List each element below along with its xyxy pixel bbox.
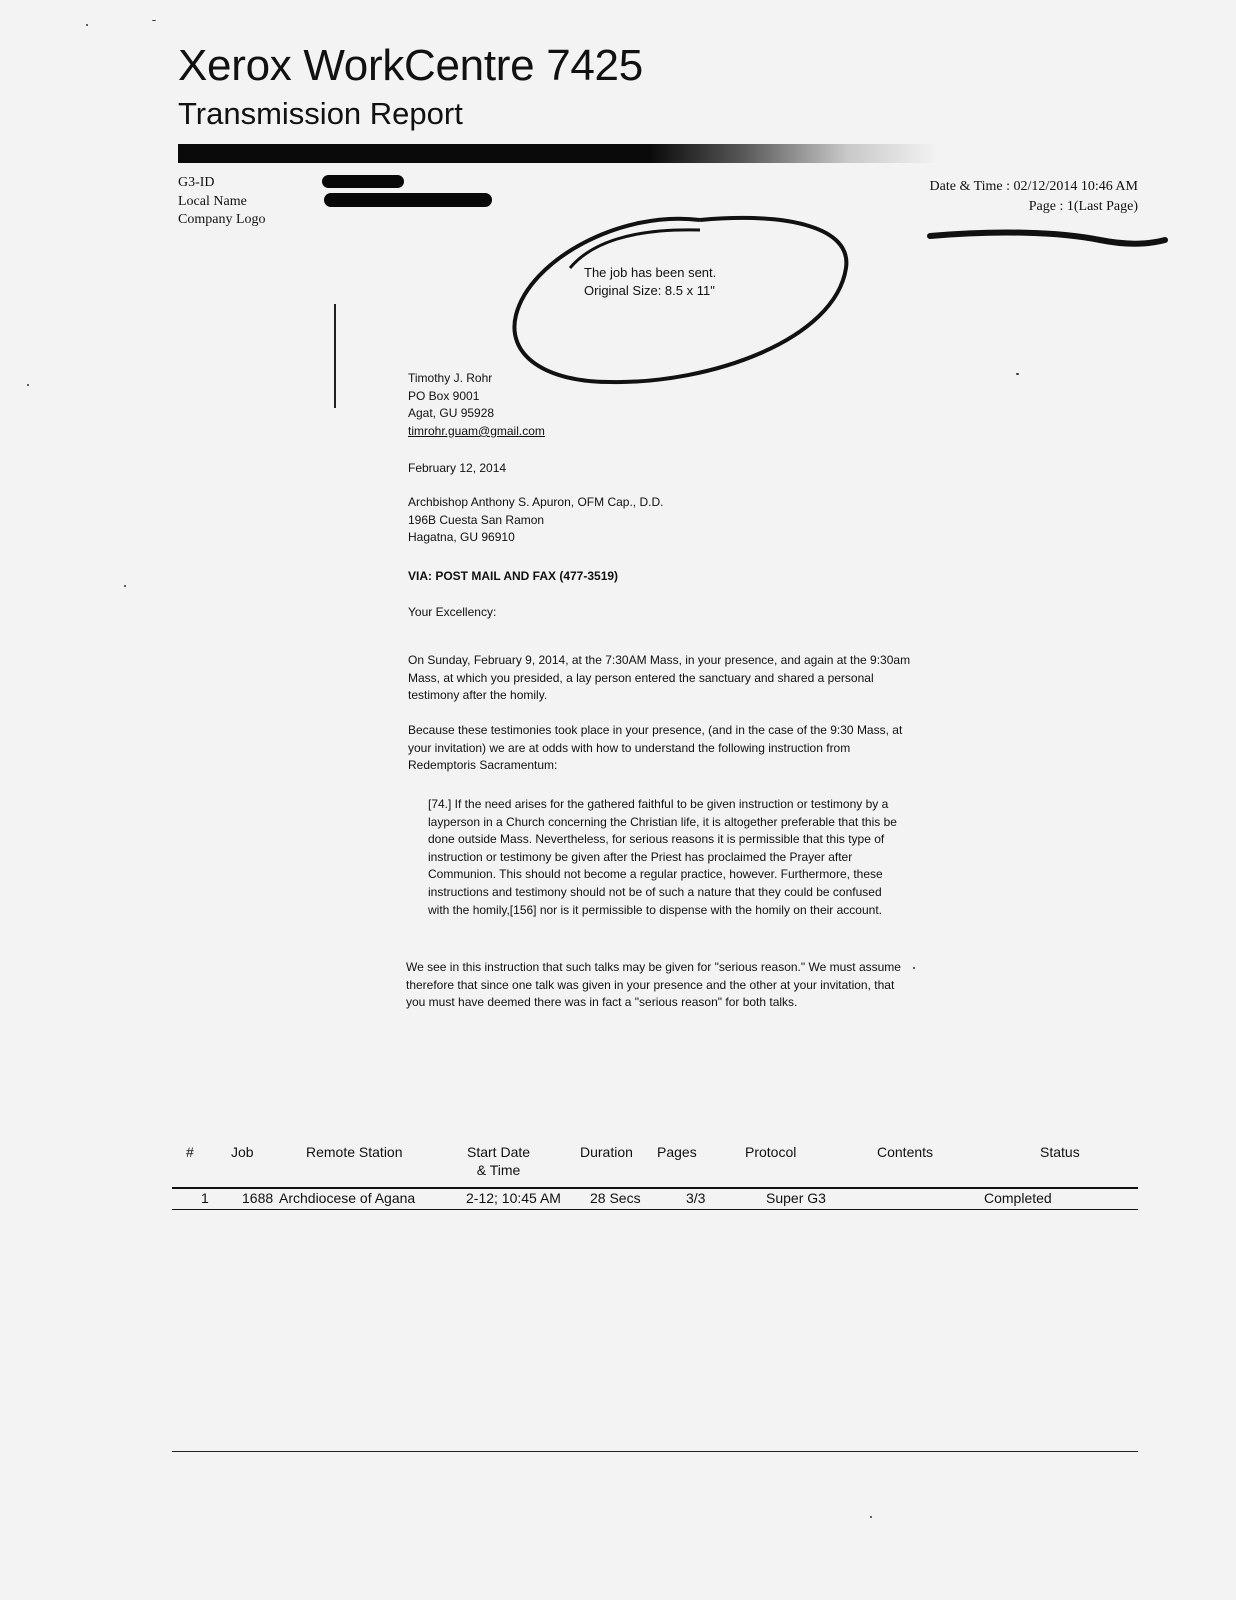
scan-speck (124, 585, 126, 587)
recipient-city: Hagatna, GU 96910 (408, 530, 515, 545)
header-num: # (186, 1144, 194, 1160)
header-pages: Pages (657, 1144, 697, 1160)
header-duration: Duration (580, 1144, 633, 1160)
table-row-rule (172, 1209, 1138, 1210)
date-time: Date & Time : 02/12/2014 10:46 AM (929, 179, 1138, 194)
header-status: Status (1040, 1144, 1080, 1160)
job-sent-line: The job has been sent. (584, 265, 717, 280)
report-title: Transmission Report (178, 96, 463, 131)
recipient-name: Archbishop Anthony S. Apuron, OFM Cap., D.D. (408, 495, 664, 509)
cell-pages: 3/3 (686, 1190, 706, 1206)
cell-remote-station: Archdiocese of Agana (279, 1190, 416, 1206)
scan-line (334, 304, 336, 408)
sender-name: Timothy J. Rohr (408, 371, 493, 385)
header-protocol: Protocol (745, 1144, 797, 1160)
greeting: Your Excellency: (408, 605, 497, 619)
header-job: Job (231, 1144, 254, 1160)
scan-speck (86, 24, 88, 26)
scan-speck (1016, 373, 1019, 375)
label-company-logo: Company Logo (178, 212, 266, 227)
letter-date: February 12, 2014 (408, 461, 507, 475)
cell-job: 1688 (242, 1190, 274, 1206)
transmission-table (172, 1143, 1138, 1213)
device-title: Xerox WorkCentre 7425 (178, 41, 643, 90)
label-local-name: Local Name (178, 193, 247, 209)
header-remote-station: Remote Station (306, 1144, 403, 1160)
circle-stroke-tail (570, 230, 700, 268)
scan-speck (913, 967, 915, 969)
header-start-date-line2: & Time (476, 1162, 521, 1178)
sender-email: timrohr.guam@gmail.com (408, 423, 545, 438)
underline-stroke (930, 233, 1165, 244)
recipient-block (408, 494, 912, 547)
cell-protocol: Super G3 (766, 1190, 826, 1206)
header-contents: Contents (877, 1144, 934, 1160)
page-indicator: Page : 1(Last Page) (1028, 199, 1138, 214)
scan-speck (27, 384, 29, 386)
header-start-date (467, 1143, 530, 1179)
paragraph-1: On Sunday, February 9, 2014, at the 7:30AM Mass, in your presence, and again at the 9:30am Mass, at which you presided, a lay person entered the sanctuary and shared a personal testimony after the homily. (408, 653, 911, 703)
quoted-instruction: [74.] If the need arises for the gathered faithful to be given instruction or testimony by a layperson in a Church concerning the Christian life, it is altogether preferable that this be done outside Mass. Nevertheless, for serious reasons it is permissible that this type of instruction or testimony be given after the Priest has proclaimed the Prayer after Communion. This should not become a regular practice, however. Furthermore, these instructions and testimony should not be of such a nature that they could be confused with the homily,[156] nor is it permissible to dispense with the homily on their account. (428, 797, 897, 917)
label-g3-id: G3-ID (178, 175, 215, 190)
paragraph-3: We see in this instruction that such talks may be given for "serious reason." We must assume therefore that since one talk was given in your presence and the other at your invitation, that you must have deemed there was in fact a "serious reason" for both talks. (406, 960, 901, 1010)
recipient-address: 196B Cuesta San Ramon (408, 512, 545, 527)
sender-address: PO Box 9001 (408, 388, 480, 403)
circle-stroke (514, 218, 846, 382)
via-line: VIA: POST MAIL AND FAX (477-3519) (408, 569, 619, 583)
cell-num: 1 (201, 1190, 209, 1206)
footer-rule (172, 1451, 1138, 1452)
sender-city: Agat, GU 95928 (408, 406, 495, 421)
cell-start: 2-12; 10:45 AM (466, 1190, 561, 1206)
sender-block (408, 370, 912, 440)
original-size-line: Original Size: 8.5 x 11" (584, 283, 715, 298)
scan-speck (870, 1516, 872, 1518)
paragraph-2: Because these testimonies took place in your presence, (and in the case of the 9:30 Mass, at your invitation) we are at odds with how to understand the following instruction from Redemptoris Sacramentum: (408, 723, 903, 773)
cell-duration: 28 Secs (590, 1190, 641, 1206)
job-status-message (584, 264, 716, 300)
header-start-date-line1: Start Date (467, 1144, 531, 1160)
scan-speck (152, 20, 156, 21)
cell-status: Completed (984, 1190, 1052, 1206)
table-header-rule (172, 1187, 1138, 1189)
